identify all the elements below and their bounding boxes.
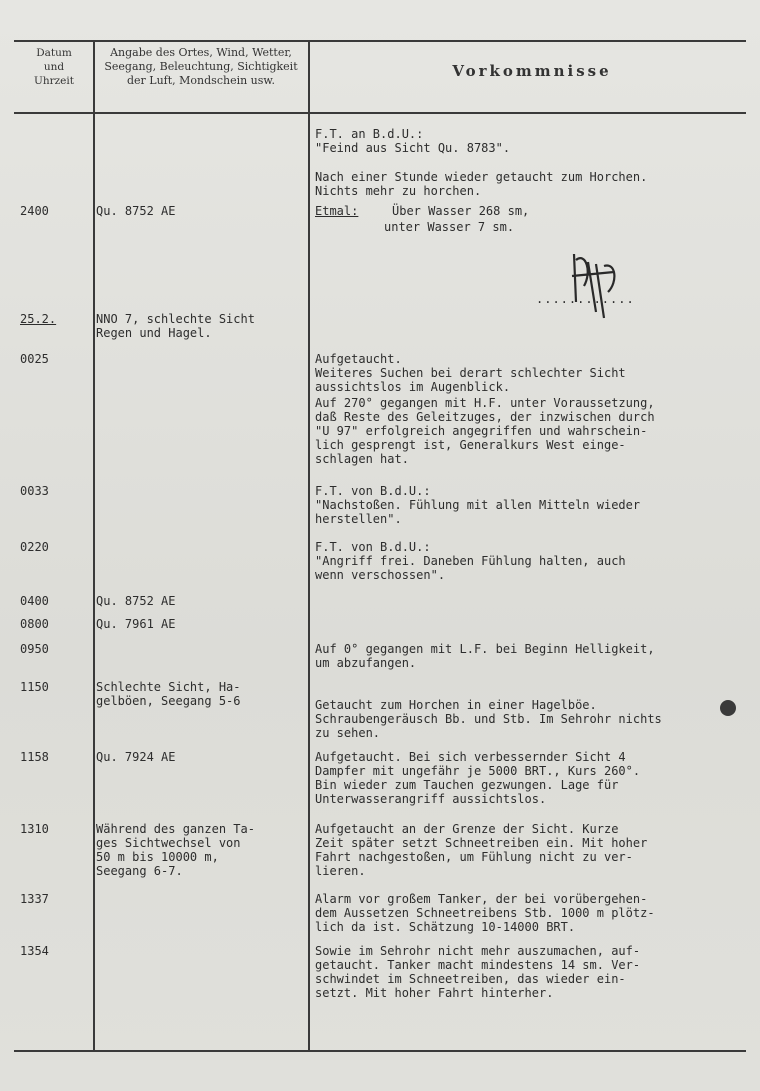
ink-blot: [720, 700, 736, 716]
event-line: Auf 0° gegangen mit L.F. bei Beginn Helligkeit,: [315, 642, 655, 656]
entry-position: gelböen, Seegang 5-6: [96, 694, 241, 708]
entry-time: 0800: [20, 617, 49, 631]
event-line: schlagen hat.: [315, 452, 409, 466]
entry-position: NNO 7, schlechte Sicht: [96, 312, 255, 326]
entry-time: 1354: [20, 944, 49, 958]
event-line: setzt. Mit hoher Fahrt hinterher.: [315, 986, 554, 1000]
event-line: Dampfer mit ungefähr je 5000 BRT., Kurs 260°.: [315, 764, 641, 778]
entry-position: 50 m bis 10000 m,: [96, 850, 219, 864]
etmal-label: Etmal:: [315, 204, 359, 218]
entry-time: 0025: [20, 352, 49, 366]
event-line: Auf 270° gegangen mit H.F. unter Voraussetzung,: [315, 396, 655, 410]
event-line: Weiteres Suchen bei derart schlechter Sicht: [315, 366, 626, 380]
entry-position: Qu. 8752 AE: [96, 594, 176, 608]
entry-time: 1337: [20, 892, 49, 906]
event-line: Fahrt nachgestoßen, um Fühlung nicht zu ver-: [315, 850, 633, 864]
entry-time: 0033: [20, 484, 49, 498]
event-line: herstellen".: [315, 512, 402, 526]
event-line: F.T. von B.d.U.:: [315, 540, 431, 554]
header-angabe: [96, 46, 306, 88]
event-line: Sowie im Sehrohr nicht mehr auszumachen, auf-: [315, 944, 641, 958]
event-line: getaucht. Tanker macht mindestens 14 sm. Ver-: [315, 958, 641, 972]
event-line: lich gesprengt ist, Generalkurs West einge-: [315, 438, 626, 452]
event-line: "U 97" erfolgreich angegriffen und wahrschein-: [315, 424, 648, 438]
entry-position: Regen und Hagel.: [96, 326, 212, 340]
event-line: Getaucht zum Horchen in einer Hagelböe.: [315, 698, 597, 712]
event-line: Aufgetaucht. Bei sich verbessernder Sicht 4: [315, 750, 626, 764]
entry-position: Qu. 7924 AE: [96, 750, 176, 764]
entry-time: 1310: [20, 822, 49, 836]
header-datum: [16, 46, 92, 88]
event-line: "Feind aus Sicht Qu. 8783".: [315, 141, 511, 155]
entry-time: 2400: [20, 204, 49, 218]
etmal-line: Über Wasser 268 sm,: [392, 204, 530, 218]
entry-time: 1150: [20, 680, 49, 694]
separator-dots: ............: [536, 292, 635, 306]
entry-position: ges Sichtwechsel von: [96, 836, 241, 850]
table-bottom-border: [14, 1050, 746, 1052]
event-line: wenn verschossen".: [315, 568, 446, 582]
entry-date: 25.2.: [20, 312, 57, 326]
event-line: Nichts mehr zu horchen.: [315, 184, 482, 198]
entry-time: 1158: [20, 750, 49, 764]
entry-position: Während des ganzen Ta-: [96, 822, 255, 836]
event-line: daß Reste des Geleitzuges, der inzwischen durch: [315, 410, 655, 424]
event-line: F.T. an B.d.U.:: [315, 127, 424, 141]
header-datum-line: und: [43, 61, 65, 73]
header-angabe-line: Angabe des Ortes, Wind, Wetter,: [110, 46, 292, 59]
header-datum-line: Uhrzeit: [34, 75, 74, 87]
entry-time: 0400: [20, 594, 49, 608]
etmal-line: unter Wasser 7 sm.: [384, 220, 515, 234]
event-line: Bin wieder zum Tauchen gezwungen. Lage für: [315, 778, 619, 792]
event-line: aussichtslos im Augenblick.: [315, 380, 511, 394]
entry-position: Qu. 7961 AE: [96, 617, 176, 631]
event-line: Aufgetaucht.: [315, 352, 402, 366]
event-line: dem Aussetzen Schneetreibens Stb. 1000 m plötz-: [315, 906, 655, 920]
event-line: Unterwasserangriff aussichtslos.: [315, 792, 547, 806]
event-line: schwindet im Schneetreiben, das wieder ein-: [315, 972, 626, 986]
event-line: lieren.: [315, 864, 366, 878]
event-line: "Angriff frei. Daneben Fühlung halten, auch: [315, 554, 626, 568]
entry-position: Schlechte Sicht, Ha-: [96, 680, 241, 694]
handwritten-signature: [566, 242, 626, 322]
event-line: zu sehen.: [315, 726, 381, 740]
event-line: Zeit später setzt Schneetreiben ein. Mit hoher: [315, 836, 648, 850]
event-line: Alarm vor großem Tanker, der bei vorübergehen-: [315, 892, 648, 906]
entry-time: 0220: [20, 540, 49, 554]
event-line: F.T. von B.d.U.:: [315, 484, 431, 498]
entry-position: Qu. 8752 AE: [96, 204, 176, 218]
event-line: "Nachstoßen. Fühlung mit allen Mitteln wieder: [315, 498, 641, 512]
header-angabe-line: der Luft, Mondschein usw.: [126, 74, 276, 87]
column-divider-1: [93, 40, 95, 1051]
entry-position: Seegang 6-7.: [96, 864, 183, 878]
event-line: um abzufangen.: [315, 656, 417, 670]
column-divider-2: [308, 40, 310, 1051]
event-line: Aufgetaucht an der Grenze der Sicht. Kurze: [315, 822, 619, 836]
header-datum-line: Datum: [36, 47, 72, 59]
event-line: Schraubengeräusch Bb. und Stb. Im Sehrohr nichts: [315, 712, 662, 726]
entry-time: 0950: [20, 642, 49, 656]
table-top-border: [14, 40, 746, 42]
header-angabe-line: Seegang, Beleuchtung, Sichtigkeit: [104, 60, 298, 73]
header-bottom-border: [14, 112, 746, 114]
event-line: Nach einer Stunde wieder getaucht zum Horchen.: [315, 170, 648, 184]
header-vorkommnisse: Vorkommnisse: [452, 62, 612, 80]
event-line: lich da ist. Schätzung 10-14000 BRT.: [315, 920, 576, 934]
